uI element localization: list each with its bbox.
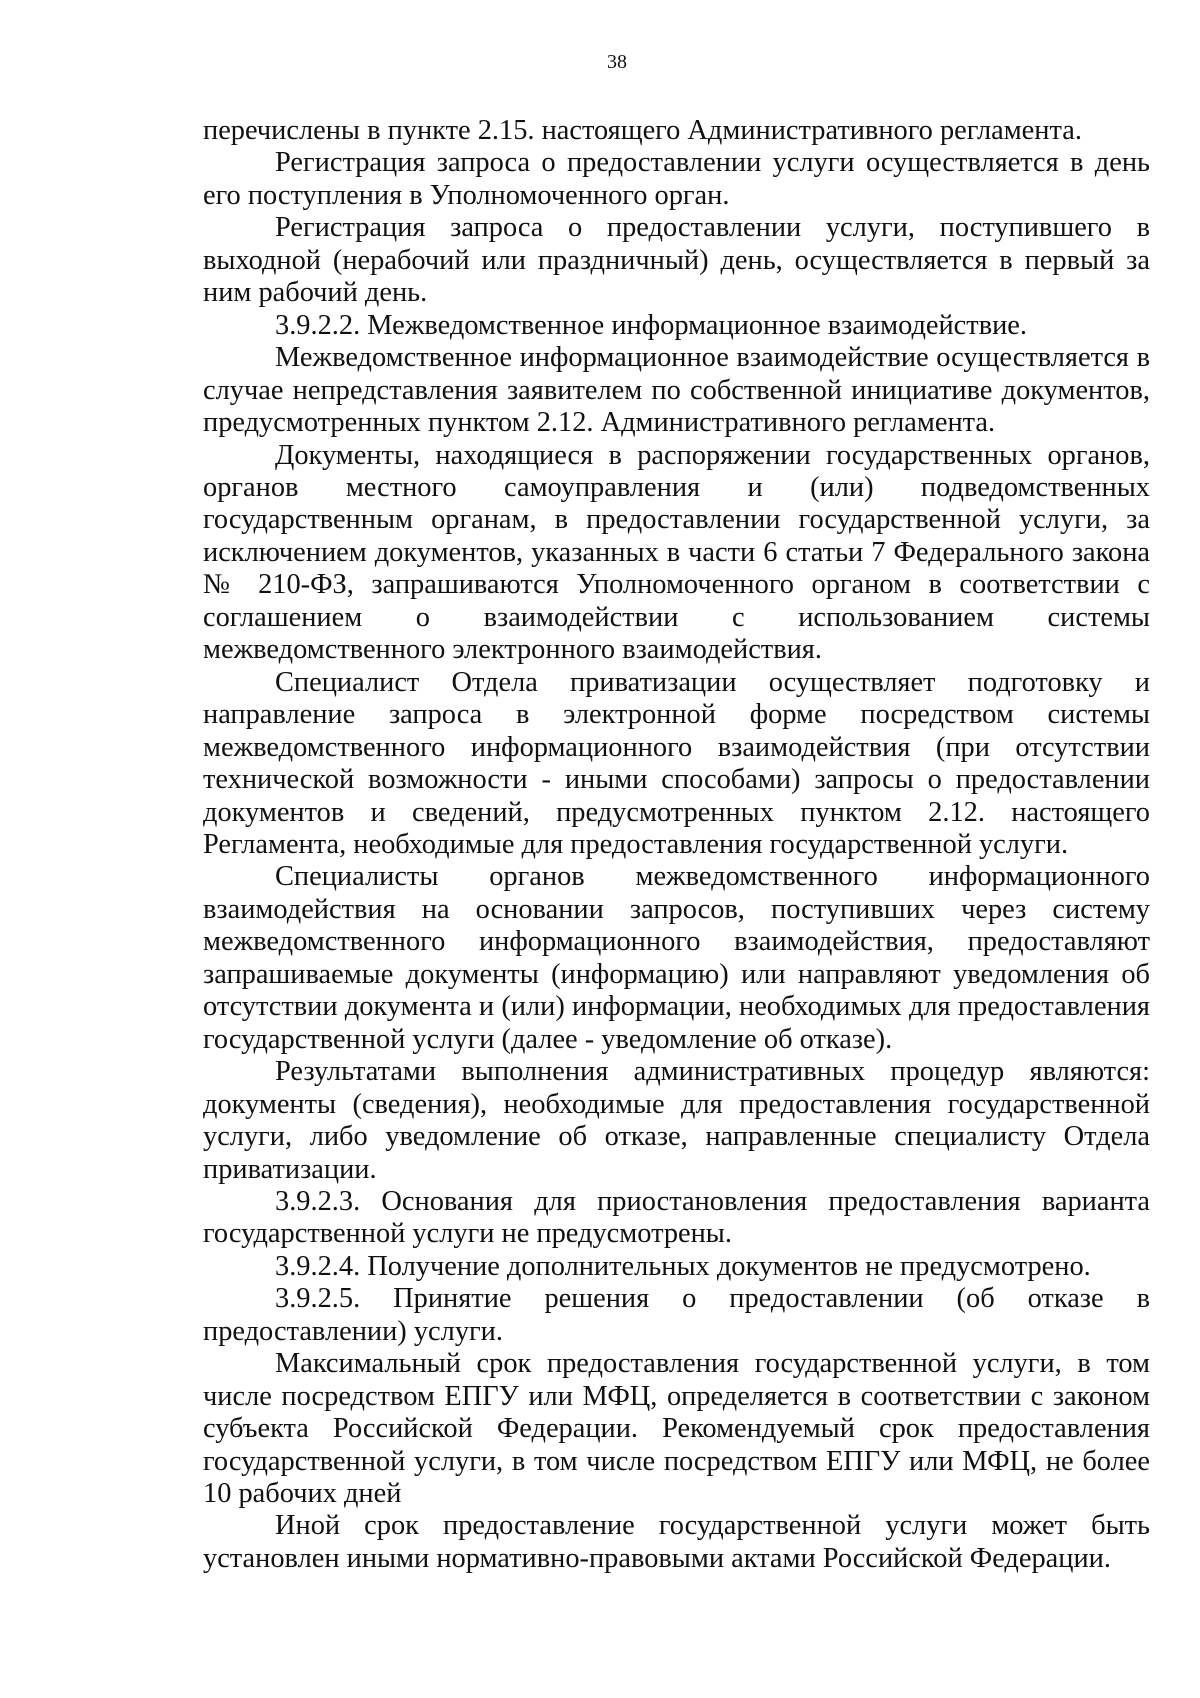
paragraph: перечислены в пункте 2.15. настоящего Административного регламента.: [203, 115, 1082, 146]
paragraph: Межведомственное информационное взаимодействие осуществляется в случае непредставления заявителем по собственной инициативе документов, предусмотренных пунктом 2.12. Административного регламента.: [203, 342, 1150, 439]
paragraph: Регистрация запроса о предоставлении услуги, поступившего в выходной (нерабочий или праздничный) день, осуществляется в первый за ним рабочий день.: [203, 212, 1150, 309]
paragraph: Специалист Отдела приватизации осуществляет подготовку и направление запроса в электронной форме посредством системы межведомственного информационного взаимодействия (при отсутствии технической возможности - иными способами) запросы о предоставлении документов и сведений, предусмотренных пунктом 2.12. настоящего Регламента, необходимые для предоставления государственной услуги.: [203, 666, 1150, 860]
section-heading: 3.9.2.5. Принятие решения о предоставлении (об отказе в предоставлении) услуги.: [203, 1283, 1150, 1347]
page-number: 38: [607, 51, 627, 73]
section-heading: 3.9.2.2. Межведомственное информационное взаимодействие.: [275, 309, 1027, 341]
paragraph: Иной срок предоставление государственной услуги может быть установлен иными нормативно-правовыми актами Российской Федерации.: [203, 1510, 1150, 1574]
paragraph: Результатами выполнения административных процедур являются: документы (сведения), необходимые для предоставления государственной услуги, либо уведомление об отказе, направленные специалисту Отдела приватизации.: [203, 1056, 1150, 1185]
paragraph: Документы, находящиеся в распоряжении государственных органов, органов местного самоуправления и (или) подведомственных государственным органам, в предоставлении государственной услуги, за исключением документов, указанных в части 6 статьи 7 Федерального закона № 210-ФЗ, запрашиваются Уполномоченного органом в соответствии с соглашением о взаимодействии с использованием системы межведомственного электронного взаимодействия.: [203, 439, 1150, 666]
section-heading: 3.9.2.4. Получение дополнительных документов не предусмотрено.: [275, 1250, 1091, 1282]
paragraph: Максимальный срок предоставления государственной услуги, в том числе посредством ЕПГУ или МФЦ, определяется в соответствии с законом субъекта Российской Федерации. Рекомендуемый срок предоставления государственной услуги, в том числе посредством ЕПГУ или МФЦ, не более 10 рабочих дней: [203, 1348, 1150, 1510]
paragraph: Специалисты органов межведомственного информационного взаимодействия на основании запросов, поступивших через систему межведомственного информационного взаимодействия, предоставляют запрашиваемые документы (информацию) или направляют уведомления об отсутствии документа и (или) информации, необходимых для предоставления государственной услуги (далее - уведомление об отказе).: [203, 861, 1150, 1055]
document-body: [203, 115, 1150, 1575]
section-heading: 3.9.2.3. Основания для приостановления предоставления варианта государственной услуги не предусмотрены.: [203, 1185, 1150, 1250]
paragraph: Регистрация запроса о предоставлении услуги осуществляется в день его поступления в Уполномоченного орган.: [203, 147, 1150, 211]
